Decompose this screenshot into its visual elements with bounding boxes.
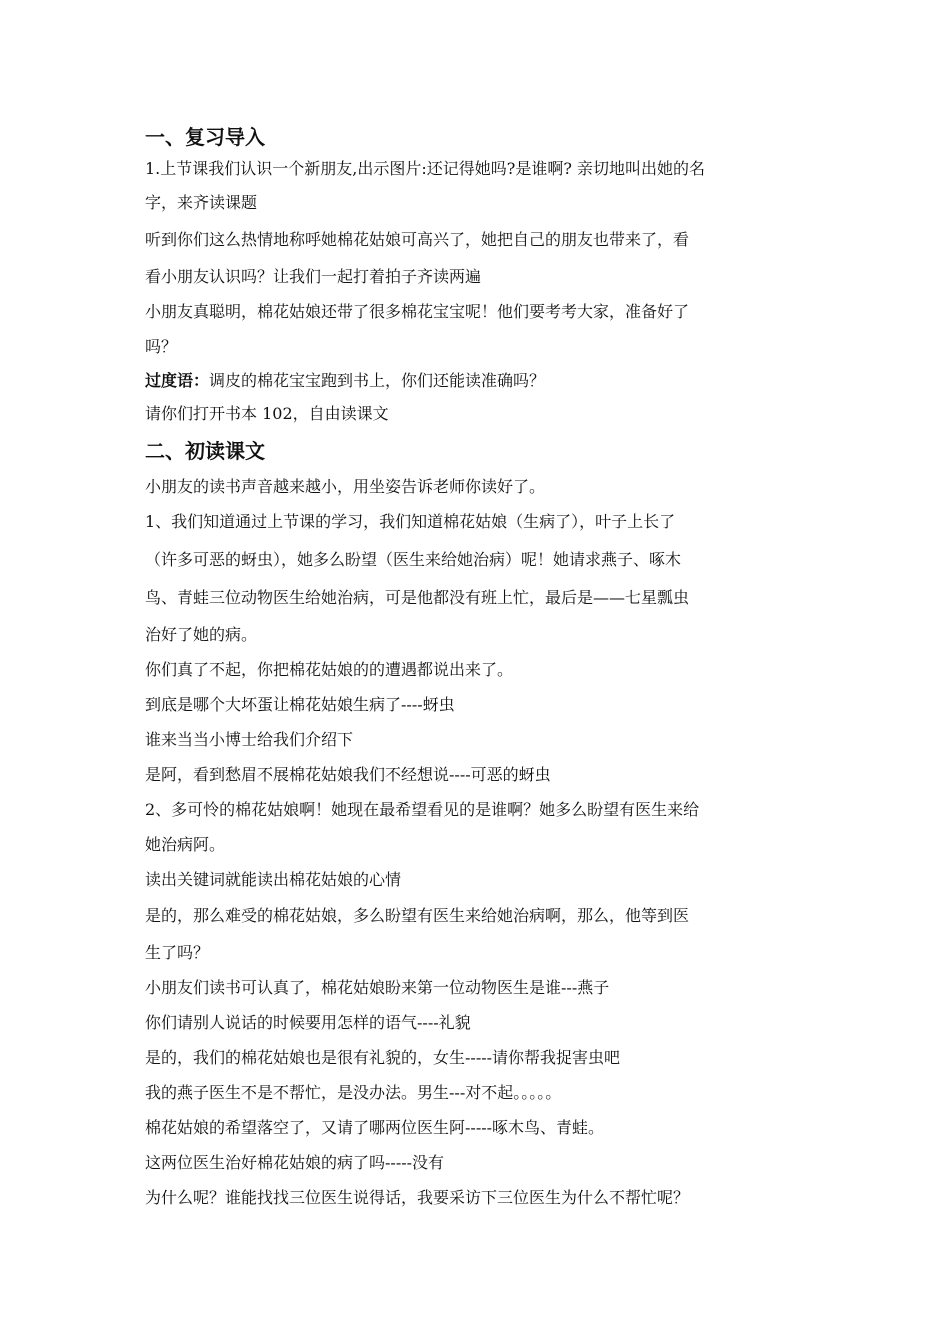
text-line: 字，来齐读课题: [145, 193, 258, 212]
paragraph-pitiful: [145, 792, 815, 862]
paragraph-cotton-babies: [145, 294, 815, 364]
paragraph-friends: [145, 221, 815, 294]
text-line: 小朋友真聪明，棉花姑娘还带了很多棉花宝宝呢！他们要考考大家，准备好了: [145, 302, 690, 321]
paragraph-two-doctors: 棉花姑娘的希望落空了，又请了哪两位医生阿-----啄木鸟、青蛙。: [145, 1118, 605, 1137]
paragraph-villain: 到底是哪个大坏蛋让棉花姑娘生病了----蚜虫: [145, 695, 455, 714]
text-line: 1、我们知道通过上节课的学习，我们知道棉花姑娘（生病了），叶子上长了: [145, 512, 676, 531]
text-line: （许多可恶的蚜虫），她多么盼望（医生来给她治病）呢！她请求燕子、啄木: [145, 550, 682, 569]
paragraph-reading-voice: 小朋友的读书声音越来越小，用坐姿告诉老师你读好了。: [145, 477, 546, 496]
document-body: [145, 124, 815, 1215]
paragraph-keywords: 读出关键词就能读出棉花姑娘的心情: [145, 870, 402, 889]
paragraph-boys-read: 我的燕子医生不是不帮忙，是没办法。男生---对不起。。。。。: [145, 1083, 562, 1102]
paragraph-praise: 你们真了不起，你把棉花姑娘的的遭遇都说出来了。: [145, 660, 514, 679]
text-line: 她治病阿。: [145, 835, 226, 854]
text-line: 1.上节课我们认识一个新朋友,出示图片:还记得她吗?是谁啊? 亲切地叫出她的名: [145, 159, 705, 178]
paragraph-review-intro: [145, 154, 815, 221]
paragraph-aphid: 是阿，看到愁眉不展棉花姑娘我们不经想说----可恶的蚜虫: [145, 765, 551, 784]
text-line: 是的，那么难受的棉花姑娘，多么盼望有医生来给她治病啊，那么，他等到医: [145, 906, 690, 925]
text-line: 2、多可怜的棉花姑娘啊！她现在最希望看见的是谁啊？她多么盼望有医生来给: [145, 800, 700, 819]
section-2-heading: 二、初读课文: [145, 439, 265, 463]
paragraph-transition: [145, 364, 815, 397]
text-line: 生了吗？: [145, 943, 210, 962]
text-line: 看小朋友认识吗？让我们一起打着拍子齐读两遍: [145, 267, 482, 286]
paragraph-interview: 为什么呢？谁能找找三位医生说得话，我要采访下三位医生为什么不帮忙呢？: [145, 1188, 690, 1207]
text-line: 吗？: [145, 337, 178, 356]
text-line: 鸟、青蛙三位动物医生给她治病，可是他都没有班上忙，最后是——七星瓢虫: [145, 588, 690, 607]
paragraph-girls-read: 是的，我们的棉花姑娘也是很有礼貌的，女生-----请你帮我捉害虫吧: [145, 1048, 621, 1067]
paragraph-little-doctor: 谁来当当小博士给我们介绍下: [145, 730, 354, 749]
section-1-heading: 一、复习导入: [145, 125, 265, 149]
transition-label: 过度语：: [145, 371, 210, 390]
paragraph-waiting-doctor: [145, 897, 815, 970]
paragraph-polite-tone: 你们请别人说话的时候要用怎样的语气----礼貌: [145, 1013, 471, 1032]
paragraph-recap: [145, 503, 815, 652]
text-line: 听到你们这么热情地称呼她棉花姑娘可高兴了，她把自己的朋友也带来了，看: [145, 230, 690, 249]
paragraph-not-cured: 这两位医生治好棉花姑娘的病了吗-----没有: [145, 1153, 445, 1172]
transition-text: 调皮的棉花宝宝跑到书上，你们还能读准确吗？: [209, 371, 546, 390]
paragraph-swallow: 小朋友们读书可认真了，棉花姑娘盼来第一位动物医生是谁---燕子: [145, 978, 610, 997]
paragraph-open-book: 请你们打开书本 102，自由读课文: [145, 404, 389, 423]
text-line: 治好了她的病。: [145, 625, 258, 644]
